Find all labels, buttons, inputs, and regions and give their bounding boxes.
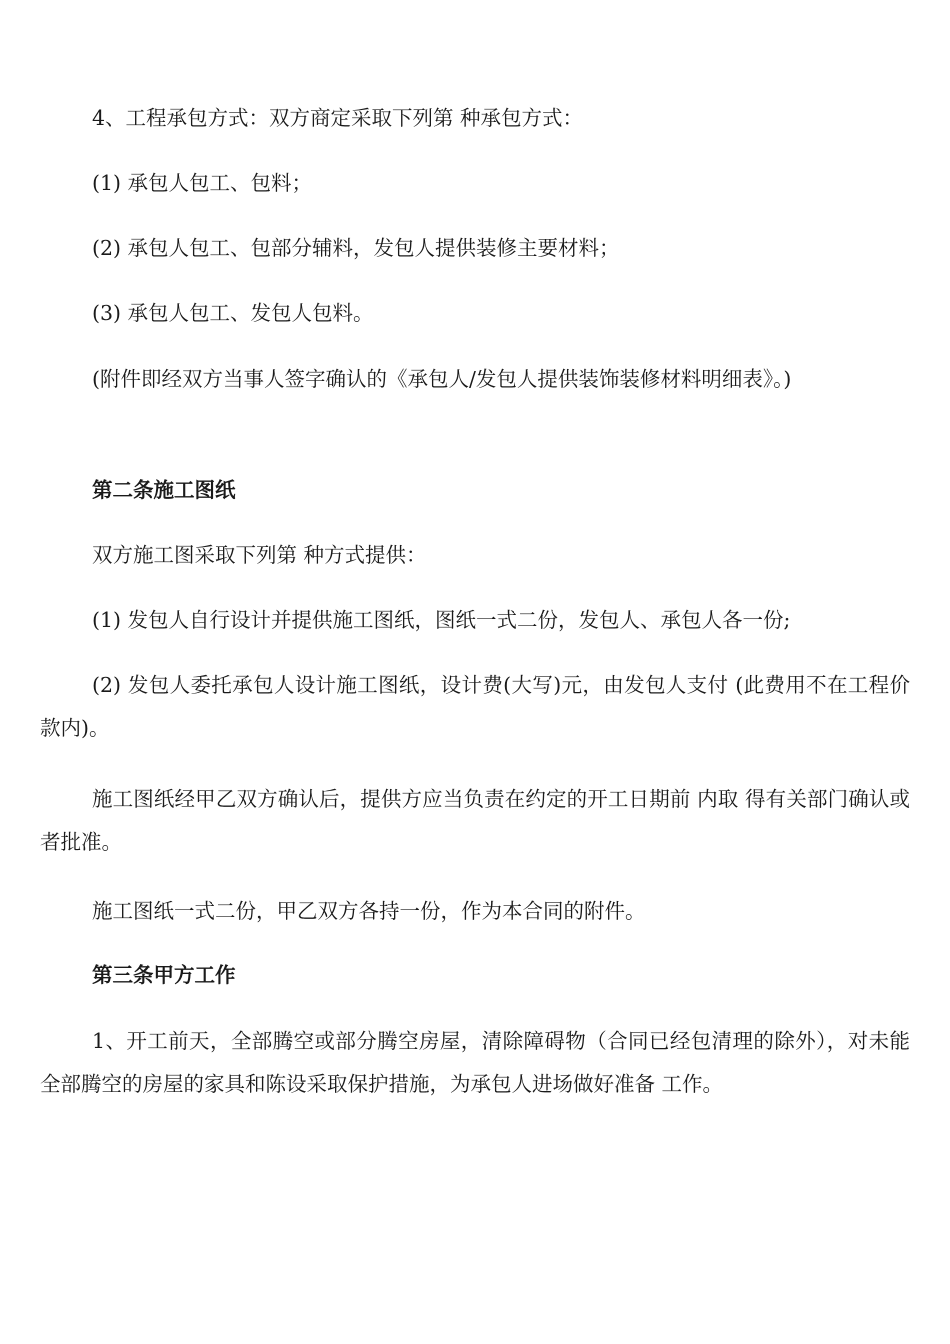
paragraph-drawing-method: 双方施工图采取下列第 种方式提供： bbox=[92, 543, 427, 567]
paragraph-party-a-item-1: 1、开工前天，全部腾空或部分腾空房屋，清除障碍物（合同已经包清理的除外），对未能全部腾空的房屋的家具和陈设采取保护措施，为承包人进场做好准备 工作。 bbox=[40, 1029, 910, 1096]
paragraph-option-2: (2) 承包人包工、包部分辅料，发包人提供装修主要材料； bbox=[92, 236, 620, 260]
paragraph-attachment-note: (附件即经双方当事人签字确认的《承包人/发包人提供装饰装修材料明细表》。) bbox=[92, 367, 792, 391]
paragraph-option-3: (3) 承包人包工、发包人包料。 bbox=[92, 301, 374, 325]
paragraph-contract-method: 4、工程承包方式：双方商定采取下列第 种承包方式： bbox=[92, 106, 584, 130]
section-heading-construction-drawings: 第二条施工图纸 bbox=[92, 478, 236, 502]
paragraph-drawing-option-1: (1) 发包人自行设计并提供施工图纸，图纸一式二份，发包人、承包人各一份; bbox=[92, 608, 791, 632]
paragraph-option-1: (1) 承包人包工、包料； bbox=[92, 171, 313, 195]
paragraph-drawing-copies: 施工图纸一式二份，甲乙双方各持一份，作为本合同的附件。 bbox=[92, 899, 646, 923]
section-heading-party-a-work: 第三条甲方工作 bbox=[92, 963, 236, 987]
paragraph-drawing-confirmation: 施工图纸经甲乙双方确认后，提供方应当负责在约定的开工日期前 内取 得有关部门确认或者批准。 bbox=[40, 787, 910, 854]
paragraph-drawing-option-2: (2) 发包人委托承包人设计施工图纸，设计费(大写)元，由发包人支付 (此费用不在工程价款内)。 bbox=[40, 673, 910, 740]
